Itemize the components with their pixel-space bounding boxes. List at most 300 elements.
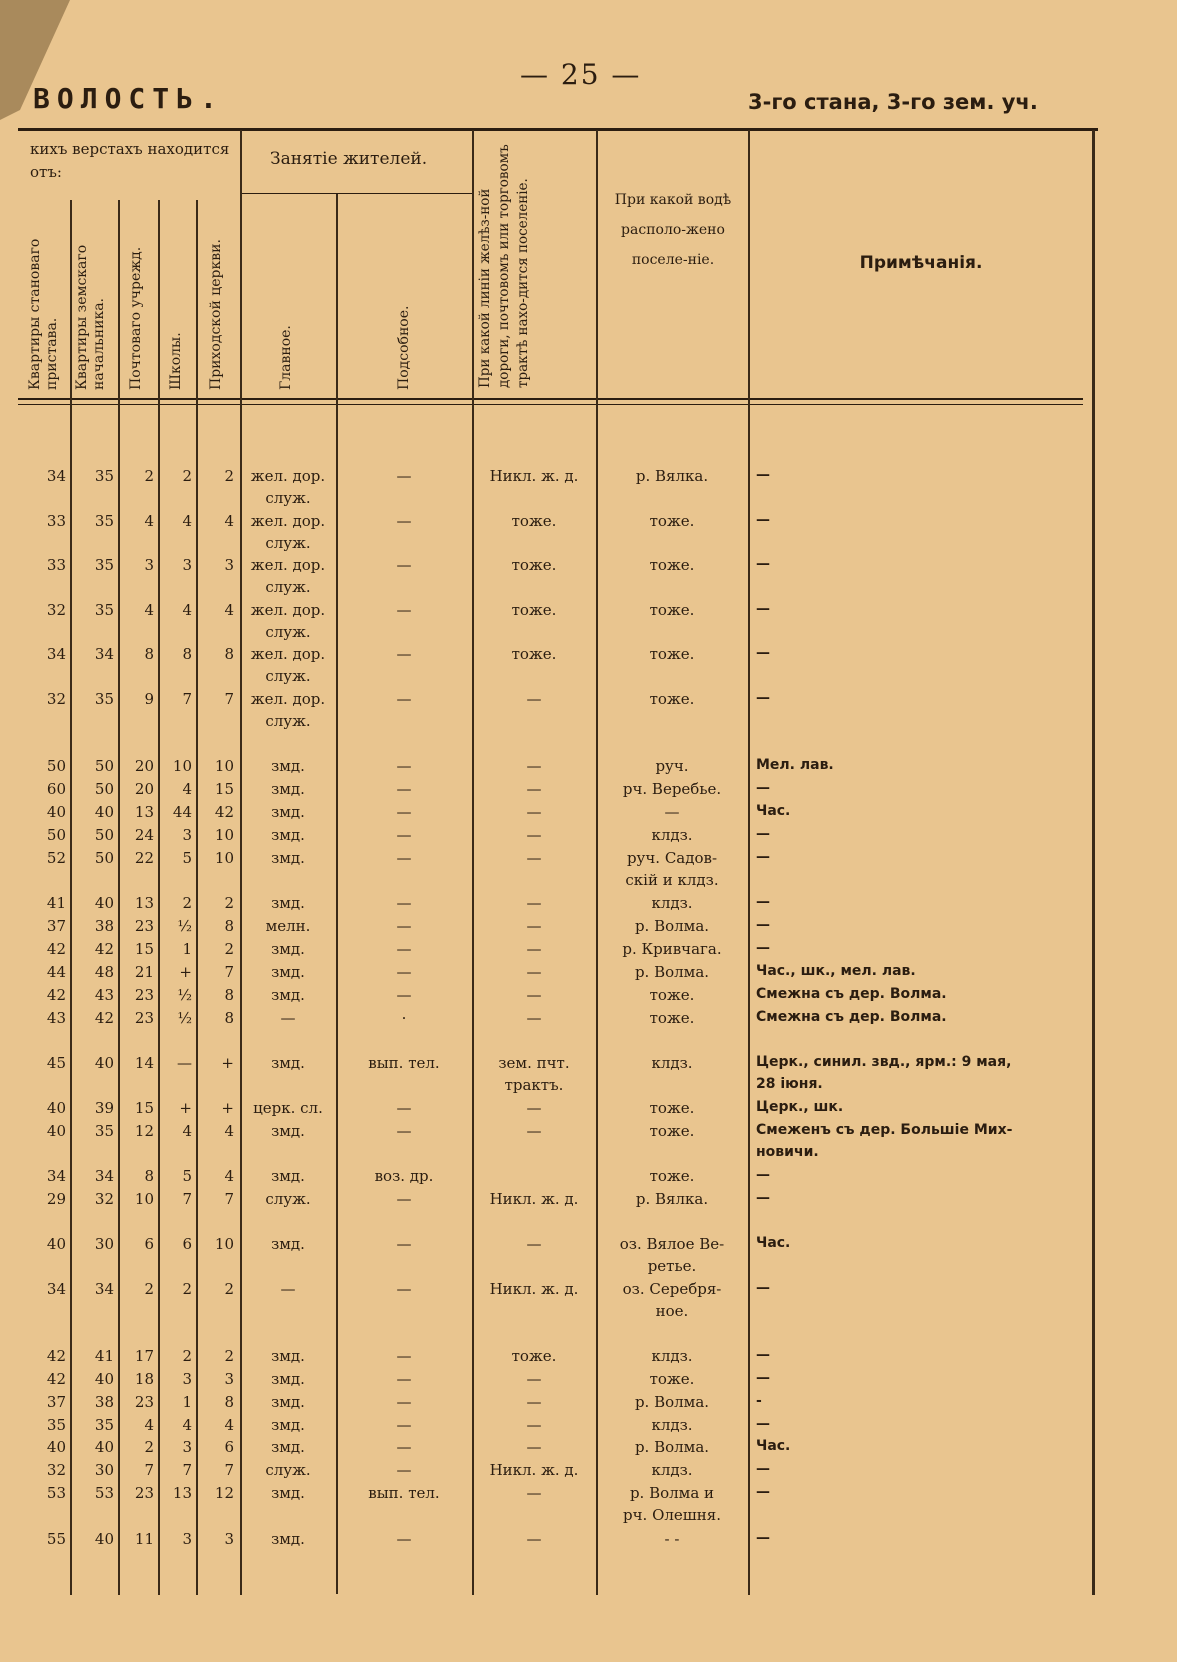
cell-c2: 34 [94,1167,114,1185]
cell-c9: тоже. [649,1167,695,1185]
cell-c4: + [179,963,192,981]
cell-c5: 3 [224,1530,234,1548]
cell-c3: 4 [144,512,154,530]
cell-c9: тоже. [649,512,695,530]
cell-c2: 35 [94,467,114,485]
cell-c8: — [526,917,542,935]
cell-c1: 34 [46,467,66,485]
cell-c6: змд. [271,963,305,981]
cell-c7: вып. тел. [368,1054,440,1072]
cell-c1: 53 [46,1484,66,1502]
cell-c3: 15 [134,940,154,958]
cell-c1: 33 [46,556,66,574]
cell-c7: — [396,917,412,935]
cell-c5: 8 [224,1009,234,1027]
cell-c2: 42 [94,1009,114,1027]
cell-c6-cont: служ. [265,489,311,507]
cell-c10: — [756,1280,770,1296]
cell-c5: 12 [214,1484,234,1502]
col8-header: При какой линіи желѣз-ной дороги, почтовомъ или торговомъ трактѣ нахо-дится поселеніе. [477,144,531,388]
cell-c10: — [756,917,770,933]
col6-header: Главное. [278,325,294,390]
cell-c5: 7 [224,1190,234,1208]
cell-c10: Смеженъ съ дер. Большіе Мих- [756,1122,1013,1138]
cell-c10: Смежна съ дер. Волма. [756,986,947,1002]
table-row [0,1416,1177,1438]
cell-c5: 7 [224,690,234,708]
cell-c10: — [756,1370,770,1386]
cell-c6: — [280,1280,296,1298]
cell-c10: Час. [756,1438,791,1454]
cell-c6: змд. [271,894,305,912]
cell-c5: 4 [224,601,234,619]
cell-c3: 4 [144,601,154,619]
cell-c6-cont: служ. [265,667,311,685]
cell-c8: — [526,1530,542,1548]
cell-c9: руч. [655,757,689,775]
cell-c1: 40 [46,1122,66,1140]
cell-c8: — [526,690,542,708]
cell-c6: змд. [271,803,305,821]
cell-c2: 38 [94,917,114,935]
cell-c8: — [526,803,542,821]
col4-header: Школы. [168,332,184,390]
table-row [0,1235,1177,1275]
cell-c7: — [396,780,412,798]
cell-c9: р. Волма. [634,1393,710,1411]
table-row [0,963,1177,985]
cell-c2: 39 [94,1099,114,1117]
table-row [0,1347,1177,1369]
cell-c1: 32 [46,601,66,619]
cell-c6: змд. [271,1054,305,1072]
cell-c6: жел. дор. [250,556,326,574]
cell-c4: 4 [182,780,192,798]
cell-c5: + [221,1054,234,1072]
col2-header: Квартиры земскаго начальника. [74,244,107,390]
cell-c1: 42 [46,986,66,1004]
cell-c5: 10 [214,1235,234,1253]
cell-c3: 24 [134,826,154,844]
cell-c6: служ. [265,1461,311,1479]
cell-c9-cont: скій и клдз. [625,871,719,889]
cell-c6-cont: служ. [265,712,311,730]
cell-c4: ½ [177,1009,192,1027]
cell-c9: - - [664,1530,680,1548]
cell-c8: тоже. [511,645,557,663]
table-row [0,917,1177,939]
cell-c7: — [396,986,412,1004]
col5-header: Приходской церкви. [208,239,224,390]
cell-c6-cont: служ. [265,578,311,596]
cell-c5: 6 [224,1438,234,1456]
cell-c9: тоже. [649,1122,695,1140]
cell-c5: 4 [224,512,234,530]
cell-c6: змд. [271,1122,305,1140]
cell-c1: 40 [46,1099,66,1117]
cell-c6: змд. [271,940,305,958]
cell-c1: 41 [46,894,66,912]
cell-c10: — [756,556,770,572]
cell-c2: 50 [94,849,114,867]
cell-c8: — [526,1122,542,1140]
col10-header: Примѣчанія. [859,253,983,273]
table-row [0,467,1177,507]
page-number: — 25 — [520,58,642,91]
cell-c8: — [526,1484,542,1502]
table-row [0,986,1177,1008]
cell-c2: 40 [94,1438,114,1456]
cell-c2: 30 [94,1235,114,1253]
cell-c3: 17 [134,1347,154,1365]
cell-c9: тоже. [649,690,695,708]
cell-c3: 11 [134,1530,154,1548]
cell-c8: Никл. ж. д. [489,1280,579,1298]
cell-c4: 3 [182,1530,192,1548]
cell-c8: — [526,1370,542,1388]
table-row [0,1009,1177,1031]
cell-c9: руч. Садов- [626,849,718,867]
cell-c6: змд. [271,1370,305,1388]
cell-c5: 15 [214,780,234,798]
cell-c7: — [396,1347,412,1365]
cell-c3: 13 [134,803,154,821]
cell-c6: змд. [271,986,305,1004]
cell-c6: змд. [271,1167,305,1185]
top-rule [18,128,1098,131]
cell-c5: 2 [224,467,234,485]
cell-c5: 4 [224,1416,234,1434]
cell-c1: 50 [46,757,66,775]
table-row [0,1484,1177,1524]
cell-c6: жел. дор. [250,690,326,708]
cell-c8: — [526,757,542,775]
cell-c4: 5 [182,849,192,867]
cell-c4: 7 [182,1461,192,1479]
cell-c2: 53 [94,1484,114,1502]
cell-c6: змд. [271,1416,305,1434]
cell-c6: церк. сл. [253,1099,323,1117]
cell-c6: змд. [271,1484,305,1502]
cell-c10: — [756,849,770,865]
cell-c6: жел. дор. [250,512,326,530]
cell-c10: - [756,1393,762,1409]
cell-c7: — [396,849,412,867]
cell-c4: 7 [182,1190,192,1208]
cell-c6: змд. [271,780,305,798]
cell-c3: 8 [144,645,154,663]
cell-c9: клдз. [651,894,693,912]
cell-c1: 34 [46,1167,66,1185]
cell-c4: 5 [182,1167,192,1185]
cell-c4: 4 [182,512,192,530]
cell-c3: 3 [144,556,154,574]
cell-c8: — [526,849,542,867]
cell-c10: Час. [756,803,791,819]
cell-c6: змд. [271,849,305,867]
cell-c6: змд. [271,1438,305,1456]
col3-header: Почтоваго учрежд. [128,246,144,390]
cell-c7: — [396,1235,412,1253]
cell-c6: змд. [271,826,305,844]
cell-c3: 23 [134,1393,154,1411]
cell-c7: — [396,645,412,663]
cell-c3: 21 [134,963,154,981]
cell-c5: 42 [214,803,234,821]
table-row [0,849,1177,889]
cell-c7: — [396,690,412,708]
cell-c6: змд. [271,1347,305,1365]
cell-c10: — [756,780,770,796]
cell-c7: — [396,1190,412,1208]
cell-c4: 4 [182,1416,192,1434]
table-row [0,1370,1177,1392]
cell-c2: 40 [94,894,114,912]
cell-c9: рч. Веребье. [622,780,722,798]
cell-c9: р. Волма. [634,963,710,981]
cell-c9: тоже. [649,1370,695,1388]
cell-c4: — [177,1054,192,1072]
cell-c2: 41 [94,1347,114,1365]
cell-c4: 2 [182,1347,192,1365]
cell-c2: 35 [94,512,114,530]
cell-c4: 10 [172,757,192,775]
cell-c7: — [396,556,412,574]
cell-c10: — [756,645,770,661]
cell-c3: 2 [144,467,154,485]
cell-c9: — [664,803,680,821]
table-row [0,803,1177,825]
cell-c3: 20 [134,780,154,798]
cell-c7: — [396,1099,412,1117]
cell-c10: Церк., шк. [756,1099,844,1115]
cell-c8: тоже. [511,556,557,574]
cell-c5: 8 [224,917,234,935]
cell-c3: 13 [134,894,154,912]
cell-c8: — [526,1438,542,1456]
cell-c7: — [396,467,412,485]
cell-c7: — [396,1393,412,1411]
cell-c8: — [526,963,542,981]
table-row [0,601,1177,641]
cell-c7: — [396,1122,412,1140]
cell-c2: 34 [94,1280,114,1298]
cell-c3: 23 [134,917,154,935]
cell-c1: 52 [46,849,66,867]
cell-c9: оз. Вялое Ве- [619,1235,725,1253]
cell-c10: — [756,1530,770,1546]
cell-c2: 48 [94,963,114,981]
cell-c3: 4 [144,1416,154,1434]
table-row [0,556,1177,596]
cell-c9: р. Кривчага. [622,940,722,958]
table-row [0,1461,1177,1483]
cell-c7: — [396,963,412,981]
cell-c3: 14 [134,1054,154,1072]
cell-c1: 43 [46,1009,66,1027]
cell-c3: 23 [134,1484,154,1502]
header-bottom-rule [18,398,1083,400]
cell-c2: 32 [94,1190,114,1208]
cell-c3: 20 [134,757,154,775]
cell-c2: 35 [94,601,114,619]
cell-c7: — [396,826,412,844]
cell-c8: — [526,1099,542,1117]
cell-c8: тоже. [511,512,557,530]
cell-c9: р. Волма. [634,917,710,935]
header-bottom-rule-2 [18,404,1083,405]
cell-c1: 40 [46,1235,66,1253]
cell-c8: — [526,1393,542,1411]
cell-c3: 18 [134,1370,154,1388]
cell-c1: 34 [46,645,66,663]
cell-c3: 23 [134,1009,154,1027]
cell-c3: 9 [144,690,154,708]
cell-c3: 12 [134,1122,154,1140]
cell-c10-cont: 28 іюня. [756,1076,823,1092]
cell-c1: 32 [46,1461,66,1479]
table-row [0,1280,1177,1320]
cell-c1: 37 [46,917,66,935]
cell-c10: — [756,1190,770,1206]
cell-c2: 35 [94,1416,114,1434]
table-row [0,757,1177,779]
cell-c10: — [756,894,770,910]
cell-c9: тоже. [649,645,695,663]
table-row [0,1190,1177,1212]
cell-c10: Мел. лав. [756,757,834,773]
cell-c5: 10 [214,757,234,775]
cell-c7: — [396,1280,412,1298]
cell-c9: клдз. [651,1461,693,1479]
cell-c4: 3 [182,826,192,844]
cell-c7: · [401,1009,407,1027]
cell-c3: 23 [134,986,154,1004]
cell-c8: — [526,1416,542,1434]
cell-c9: клдз. [651,1054,693,1072]
col7-header: Подсобное. [396,305,412,390]
cell-c3: 2 [144,1438,154,1456]
cell-c8: — [526,986,542,1004]
cell-c1: 42 [46,1347,66,1365]
cell-c9: тоже. [649,1099,695,1117]
cell-c6: змд. [271,1530,305,1548]
table-row [0,1438,1177,1460]
cell-c2: 50 [94,826,114,844]
cell-c4: ½ [177,917,192,935]
cell-c6: жел. дор. [250,467,326,485]
cell-c1: 35 [46,1416,66,1434]
cell-c6: жел. дор. [250,645,326,663]
cell-c10: Смежна съ дер. Волма. [756,1009,947,1025]
cell-c5: 10 [214,826,234,844]
table-row [0,1099,1177,1121]
cell-c6: змд. [271,1393,305,1411]
header-left: ВОЛОСТЬ. [33,82,224,115]
cell-c5: 2 [224,940,234,958]
cell-c7: — [396,1530,412,1548]
cell-c7: — [396,940,412,958]
table-row [0,645,1177,685]
col9-header: При какой водѣ располо-жено поселе-ніе. [614,192,732,268]
cell-c8: тоже. [511,1347,557,1365]
cell-c2: 50 [94,757,114,775]
cell-c8: — [526,940,542,958]
cell-c4: 3 [182,1438,192,1456]
cell-c8: Никл. ж. д. [489,1190,579,1208]
cell-c10: — [756,512,770,528]
cell-c6: змд. [271,757,305,775]
cell-c8: — [526,1009,542,1027]
cell-c2: 35 [94,1122,114,1140]
cell-c9: тоже. [649,1009,695,1027]
cell-c6: мелн. [265,917,311,935]
cell-c2: 40 [94,1370,114,1388]
cell-c8: — [526,780,542,798]
cell-c9-cont: рч. Олешня. [623,1506,721,1524]
cell-c4: 2 [182,894,192,912]
cell-c2: 42 [94,940,114,958]
cell-c2: 34 [94,645,114,663]
table-row [0,826,1177,848]
cell-c4: 2 [182,467,192,485]
cell-c1: 40 [46,1438,66,1456]
cell-c2: 40 [94,1530,114,1548]
cell-c6-cont: служ. [265,623,311,641]
cell-c3: 10 [134,1190,154,1208]
cell-c9: оз. Серебря- [622,1280,722,1298]
cell-c1: 60 [46,780,66,798]
cell-c10: — [756,826,770,842]
cell-c5: 2 [224,1280,234,1298]
cell-c4: + [179,1099,192,1117]
cell-c1: 55 [46,1530,66,1548]
cell-c8: зем. пчт. [498,1054,570,1072]
cell-c2: 38 [94,1393,114,1411]
cell-c7: — [396,757,412,775]
cell-c5: 4 [224,1122,234,1140]
cell-c3: 15 [134,1099,154,1117]
cell-c4: 6 [182,1235,192,1253]
cell-c8: Никл. ж. д. [489,467,579,485]
cell-c10: — [756,1484,770,1500]
cell-c4: 7 [182,690,192,708]
cell-c9: р. Волма и [629,1484,715,1502]
cell-c2: 43 [94,986,114,1004]
cell-c9: р. Волма. [634,1438,710,1456]
cell-c4: 4 [182,1122,192,1140]
cell-c3: 2 [144,1280,154,1298]
cell-c7: вып. тел. [368,1484,440,1502]
cell-c7: — [396,1416,412,1434]
cell-c4: 3 [182,556,192,574]
cell-c5: 3 [224,556,234,574]
cell-c1: 32 [46,690,66,708]
cell-c6: служ. [265,1190,311,1208]
cell-c4: 1 [182,940,192,958]
cell-c8: — [526,894,542,912]
cell-c5: 7 [224,1461,234,1479]
header-right: 3-го стана, 3-го зем. уч. [748,90,1038,114]
cell-c8: Никл. ж. д. [489,1461,579,1479]
cell-c2: 40 [94,803,114,821]
occupation-group-header: Занятіе жителей. [270,149,428,169]
cell-c4: 3 [182,1370,192,1388]
cell-c7: — [396,1438,412,1456]
cell-c6: жел. дор. [250,601,326,619]
cell-c1: 29 [46,1190,66,1208]
col1-header: Квартиры становаго пристава. [27,238,60,390]
